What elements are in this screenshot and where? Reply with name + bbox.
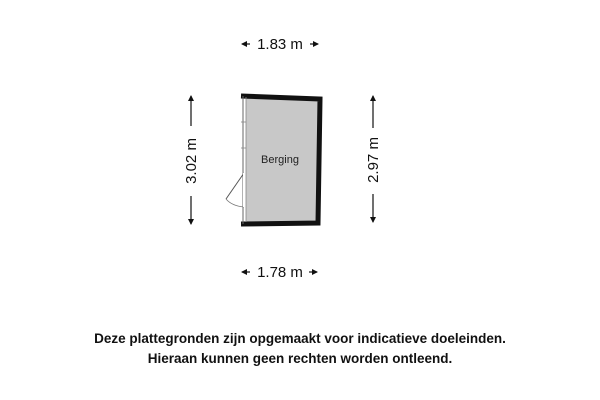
bottom-dimension-label: 1.78 m [257, 264, 303, 281]
left-dimension-label: 3.02 m [183, 138, 200, 184]
top-dimension-label: 1.83 m [257, 36, 303, 53]
disclaimer [0, 329, 600, 369]
bottom-dimension [241, 264, 318, 281]
disclaimer-line-2: Hieraan kunnen geen rechten worden ontleend. [147, 351, 453, 366]
top-dimension [241, 36, 319, 53]
room-berging [226, 96, 320, 224]
right-dimension [365, 95, 382, 223]
disclaimer-line-1: Deze plattegronden zijn opgemaakt voor indicatieve doeleinden. [94, 331, 506, 346]
left-dimension [183, 95, 200, 225]
door-swing [226, 173, 244, 207]
right-dimension-label: 2.97 m [365, 137, 382, 183]
room-label: Berging [261, 154, 299, 166]
